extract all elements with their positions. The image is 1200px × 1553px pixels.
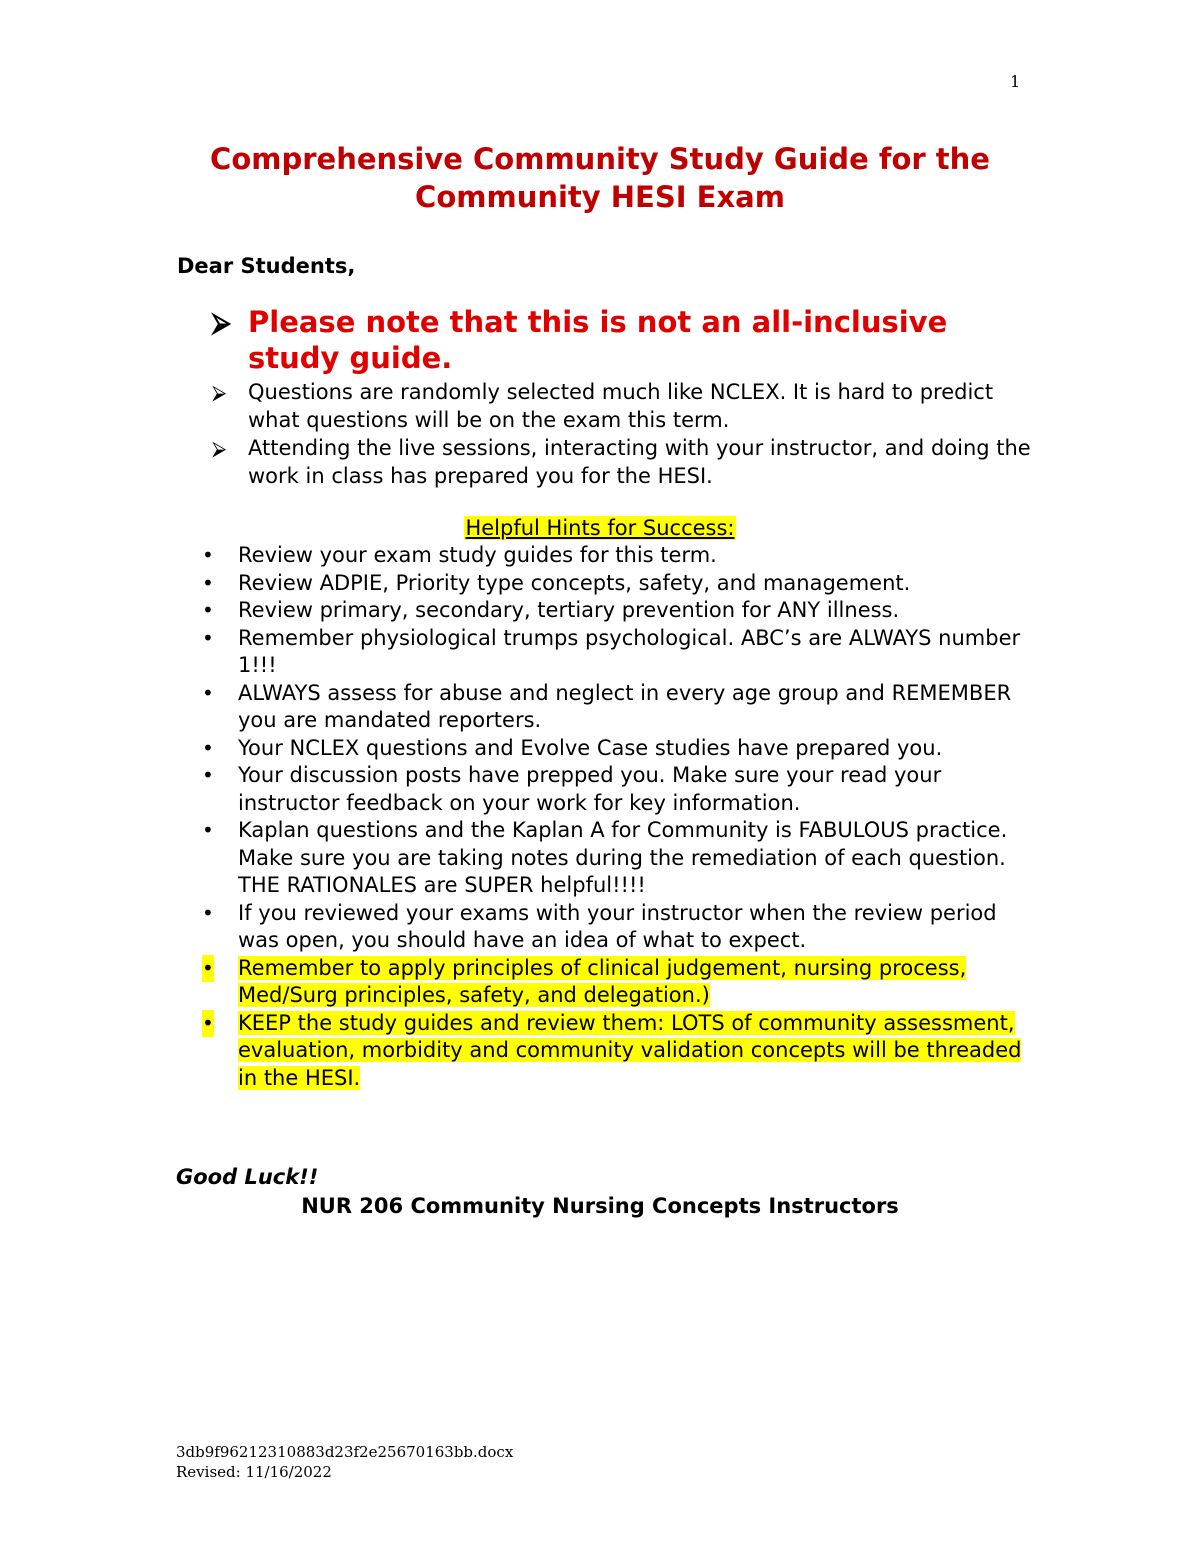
- hint-item: [200, 735, 1040, 763]
- bullet-dot-icon: •: [202, 680, 214, 705]
- note-item: [212, 378, 1042, 434]
- signature: NUR 206 Community Nursing Concepts Instructors: [301, 1194, 899, 1218]
- salutation: Dear Students,: [177, 254, 356, 278]
- bullet-dot-icon: •: [202, 735, 214, 760]
- note-text: Please note that this is not an all-inclusive study guide.: [248, 305, 948, 375]
- hint-item: [200, 597, 1040, 625]
- hint-text: Review primary, secondary, tertiary prevention for ANY illness.: [238, 598, 900, 622]
- footer-filename: 3db9f96212310883d23f2e25670163bb.docx: [176, 1443, 514, 1461]
- hint-text: Remember to apply principles of clinical judgement, nursing process, Med/Surg principles, safety, and delegation.): [238, 955, 967, 1007]
- hint-item: [200, 625, 1040, 680]
- hints-list: [200, 542, 1040, 1092]
- note-item: [212, 434, 1042, 490]
- bullet-dot-icon: •: [202, 763, 214, 787]
- hint-text: ALWAYS assess for abuse and neglect in every age group and REMEMBER you are mandated reporters.: [238, 680, 1012, 732]
- hint-text: Review your exam study guides for this term.: [238, 543, 717, 567]
- hint-text: Remember physiological trumps psychological. ABC’s are ALWAYS number 1!!!: [238, 625, 1021, 677]
- hint-text: Your NCLEX questions and Evolve Case studies have prepared you.: [238, 735, 943, 760]
- arrowhead-icon: ⮚: [212, 308, 231, 338]
- hint-item: [200, 680, 1040, 735]
- closing: Good Luck!!: [176, 1165, 319, 1189]
- hints-heading-text: Helpful Hints for Success:: [465, 516, 735, 540]
- bullet-dot-icon: •: [202, 955, 214, 983]
- hint-item: [200, 542, 1040, 570]
- hint-text: Kaplan questions and the Kaplan A for Community is FABULOUS practice. Make sure you are taking notes during the remediation of each question. THE RATIONALES are SUPER helpful!!!!: [238, 818, 1008, 897]
- hint-item-highlighted: [200, 1010, 1040, 1093]
- bullet-dot-icon: •: [202, 1010, 214, 1038]
- footer: [176, 1442, 513, 1482]
- note-item: [212, 304, 1042, 376]
- title-line-1: Comprehensive Community Study Guide for the: [210, 142, 990, 176]
- bullet-dot-icon: •: [202, 900, 214, 925]
- hint-item: [200, 817, 1040, 900]
- arrowhead-icon: ⮚: [212, 380, 227, 404]
- bullet-dot-icon: •: [202, 570, 214, 595]
- arrowhead-icon: ⮚: [212, 436, 227, 460]
- page-number: 1: [1010, 72, 1021, 91]
- footer-revised: Revised: 11/16/2022: [176, 1463, 332, 1481]
- bullet-dot-icon: •: [202, 818, 214, 842]
- hints-heading: [0, 514, 1200, 542]
- hint-text: Your discussion posts have prepped you. Make sure your read your instructor feedback on your work for key information.: [238, 763, 942, 815]
- hint-text: KEEP the study guides and review them: LOTS of community assessment, evaluation, morbidity and community validation concepts will be threaded in the HESI.: [238, 1010, 1022, 1090]
- note-text: Questions are randomly selected much like NCLEX. It is hard to predict what questions will be on the exam this term.: [248, 380, 994, 432]
- notes-list: [212, 304, 1042, 490]
- hint-item: [200, 762, 1040, 817]
- hint-item-highlighted: [200, 955, 1040, 1010]
- document-title: [150, 140, 1050, 216]
- hint-item: [200, 900, 1040, 955]
- bullet-dot-icon: •: [202, 625, 214, 650]
- hint-item: [200, 570, 1040, 598]
- note-text: Attending the live sessions, interacting with your instructor, and doing the work in class has prepared you for the HESI.: [248, 436, 1031, 488]
- bullet-dot-icon: •: [202, 543, 214, 567]
- hint-text: Review ADPIE, Priority type concepts, safety, and management.: [238, 570, 911, 595]
- title-line-2: Community HESI Exam: [415, 180, 785, 214]
- bullet-dot-icon: •: [202, 598, 214, 622]
- hint-text: If you reviewed your exams with your instructor when the review period was open, you should have an idea of what to expect.: [238, 900, 997, 952]
